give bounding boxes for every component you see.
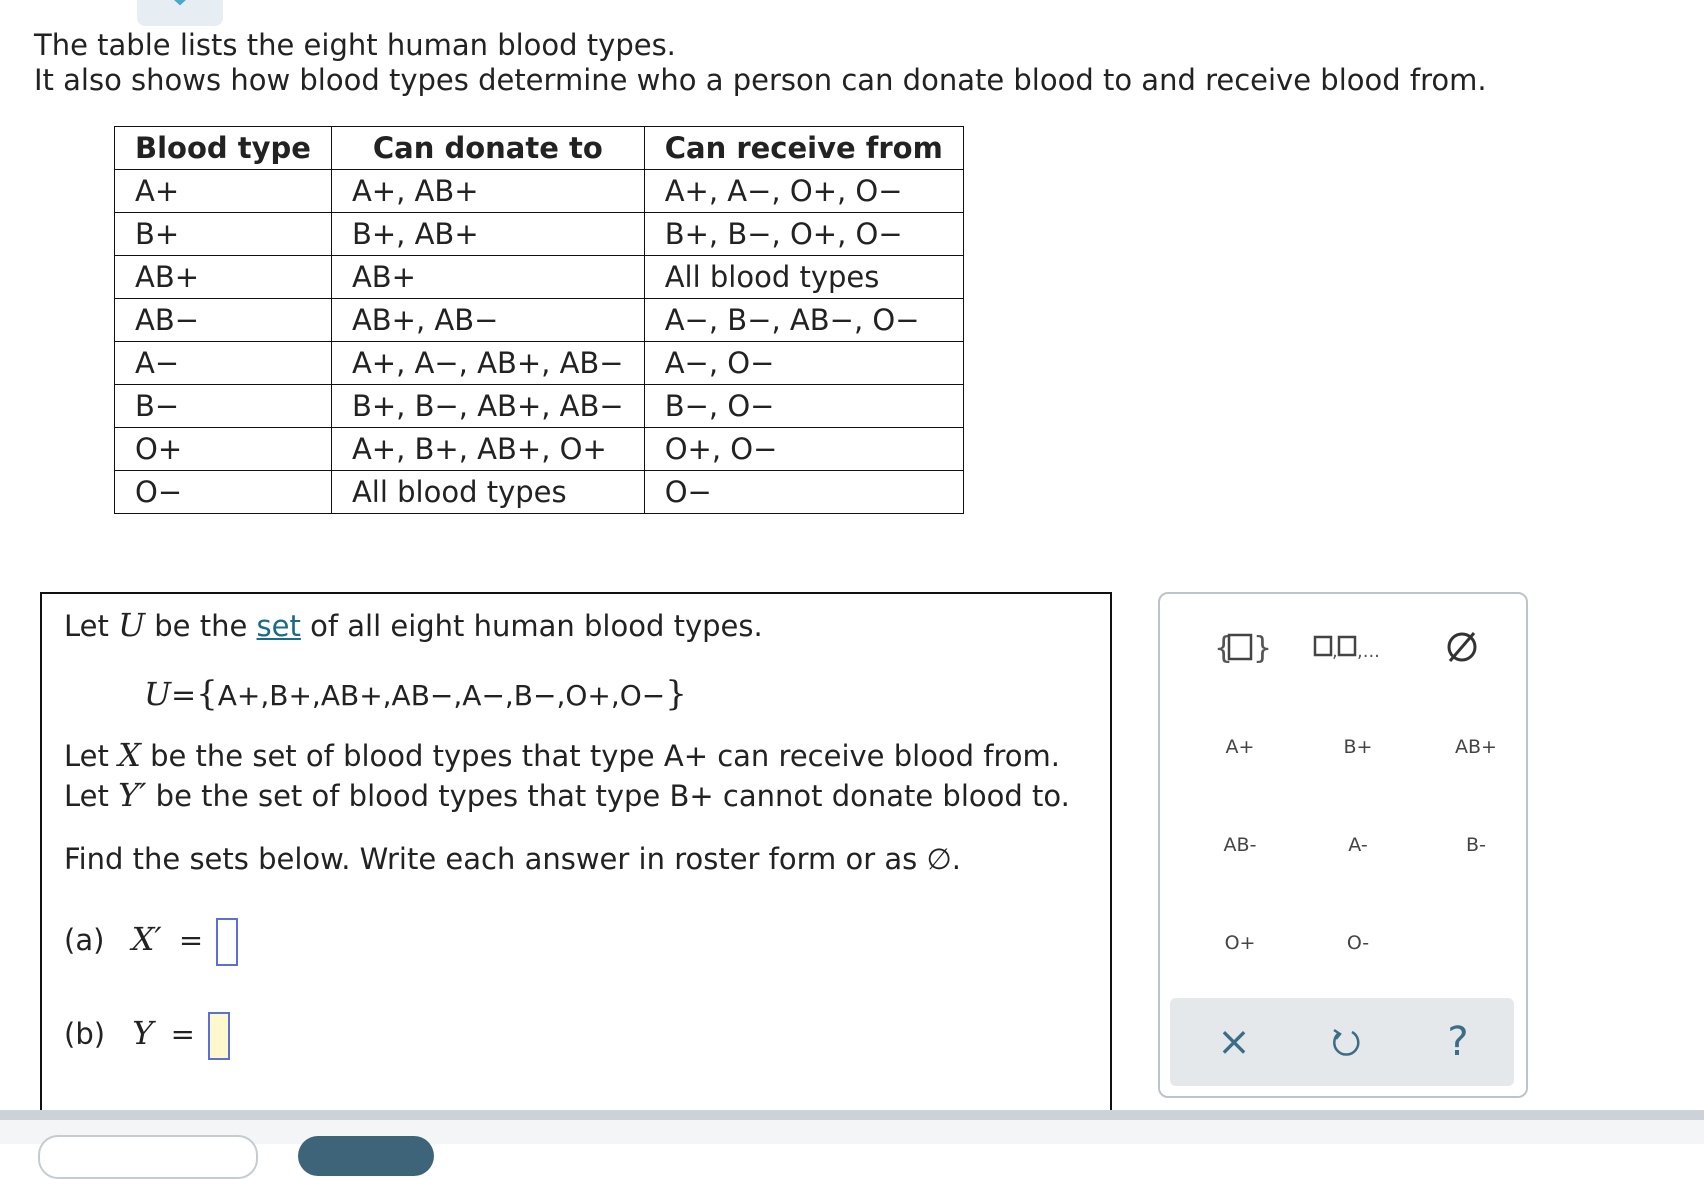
part-a [64,918,238,966]
intro-text [34,28,1487,98]
part-b [64,1012,230,1060]
empty-set-icon [1442,627,1482,667]
palette-toolbar [1170,998,1514,1086]
var-x: X [118,736,141,774]
help-button[interactable] [1428,1017,1488,1067]
cell-donate: A+, B+, AB+, O+ [331,428,644,471]
list-elements-icon [1311,627,1391,667]
table-row [115,471,964,514]
undo-icon [1328,1024,1364,1060]
text-y-desc: be the set of blood types that type B+ cannot donate blood to. [146,779,1070,813]
text-of-all: of all eight human blood types. [300,609,763,643]
type-a-minus-button[interactable]: A- [1348,834,1368,856]
instruction: Find the sets below. Write each answer in roster form or as ∅. [64,842,961,876]
table-row [115,385,964,428]
type-ab-minus-button[interactable]: AB- [1223,834,1257,856]
text-let-y: Let [64,779,119,813]
cell-donate: AB+ [331,256,644,299]
text-let: Let [64,609,119,643]
part-b-var: Y [132,1014,154,1052]
cell-type: B+ [115,213,332,256]
uset-open-brace: { [196,674,218,714]
set-braces-icon [1212,627,1273,667]
cell-type: A+ [115,170,332,213]
cell-receive: A+, A−, O+, O− [644,170,963,213]
primary-action-button[interactable] [298,1136,434,1176]
cell-receive: B+, B−, O+, O− [644,213,963,256]
cell-type: AB− [115,299,332,342]
text-x-desc: be the set of blood types that type A+ can receive blood from. [140,739,1061,773]
cell-type: B− [115,385,332,428]
intro-line-1: The table lists the eight human blood types. [34,28,676,62]
part-a-equals: = [178,923,204,957]
type-o-plus-button[interactable]: O+ [1224,932,1256,954]
uset-lhs: U [144,675,171,713]
clear-button[interactable] [1204,1017,1264,1067]
cell-donate: A+, A−, AB+, AB− [331,342,644,385]
collapse-tab[interactable] [137,0,223,26]
blood-type-table [114,126,964,514]
uset-eq: = [170,678,197,713]
input-palette [1158,592,1528,1098]
var-y-prime: Y′ [118,776,147,814]
svg-text:}: } [1253,631,1273,666]
cell-receive: A−, O− [644,342,963,385]
cell-receive: O+, O− [644,428,963,471]
help-icon: ? [1447,1019,1469,1065]
cell-receive: A−, B−, AB−, O− [644,299,963,342]
answer-b-input[interactable] [208,1012,230,1060]
set-x-definition [64,736,1060,774]
cell-type: O− [115,471,332,514]
table-header-row [115,127,964,170]
bottom-action-area [0,1120,1704,1144]
secondary-action-button[interactable] [38,1135,258,1179]
table-row [115,299,964,342]
answer-a-input[interactable] [216,918,238,966]
type-a-plus-button[interactable]: A+ [1225,736,1255,758]
type-o-minus-button[interactable]: O- [1346,932,1370,954]
text-let-x: Let [64,739,119,773]
cell-donate: B+, B−, AB+, AB− [331,385,644,428]
type-ab-plus-button[interactable]: AB+ [1455,736,1497,758]
uset-close-brace: } [665,674,687,714]
cell-type: A− [115,342,332,385]
cell-receive: B−, O− [644,385,963,428]
part-a-label: (a) [64,923,105,957]
universal-set [144,674,687,714]
cell-donate: All blood types [331,471,644,514]
intro-line-2: It also shows how blood types determine who a person can donate blood to and receive blood from. [34,63,1487,97]
table-row [115,213,964,256]
chevron-down-icon [166,0,194,10]
close-icon: × [1217,1019,1251,1065]
header-blood-type: Blood type [115,127,332,170]
type-b-plus-button[interactable]: B+ [1343,736,1373,758]
bottom-divider [0,1110,1704,1120]
text-be-the: be the [145,609,257,643]
list-elements-button[interactable] [1306,622,1396,672]
set-braces-button[interactable] [1200,622,1280,672]
cell-type: AB+ [115,256,332,299]
cell-receive: O− [644,471,963,514]
part-a-var: X′ [131,920,162,958]
set-link[interactable]: set [256,609,301,643]
header-can-donate-to: Can donate to [331,127,644,170]
set-u-definition [64,606,763,644]
var-u: U [118,606,146,644]
cell-donate: B+, AB+ [331,213,644,256]
part-b-label: (b) [64,1017,106,1051]
table-row [115,256,964,299]
set-y-definition [64,776,1070,814]
undo-button[interactable] [1316,1017,1376,1067]
table-row [115,170,964,213]
cell-donate: AB+, AB− [331,299,644,342]
type-b-minus-button[interactable]: B- [1466,834,1486,856]
header-can-receive-from: Can receive from [644,127,963,170]
cell-receive: All blood types [644,256,963,299]
empty-set-button[interactable] [1422,622,1502,672]
cell-donate: A+, AB+ [331,170,644,213]
table-row [115,428,964,471]
table-row [115,342,964,385]
part-b-equals: = [170,1017,195,1051]
svg-text:,: , [1332,641,1338,662]
uset-elements: A+,B+,AB+,AB−,A−,B−,O+,O− [217,679,666,712]
cell-type: O+ [115,428,332,471]
svg-text:,...: ,... [1357,641,1380,662]
question-box [40,592,1112,1114]
svg-text:{: { [1214,631,1234,666]
